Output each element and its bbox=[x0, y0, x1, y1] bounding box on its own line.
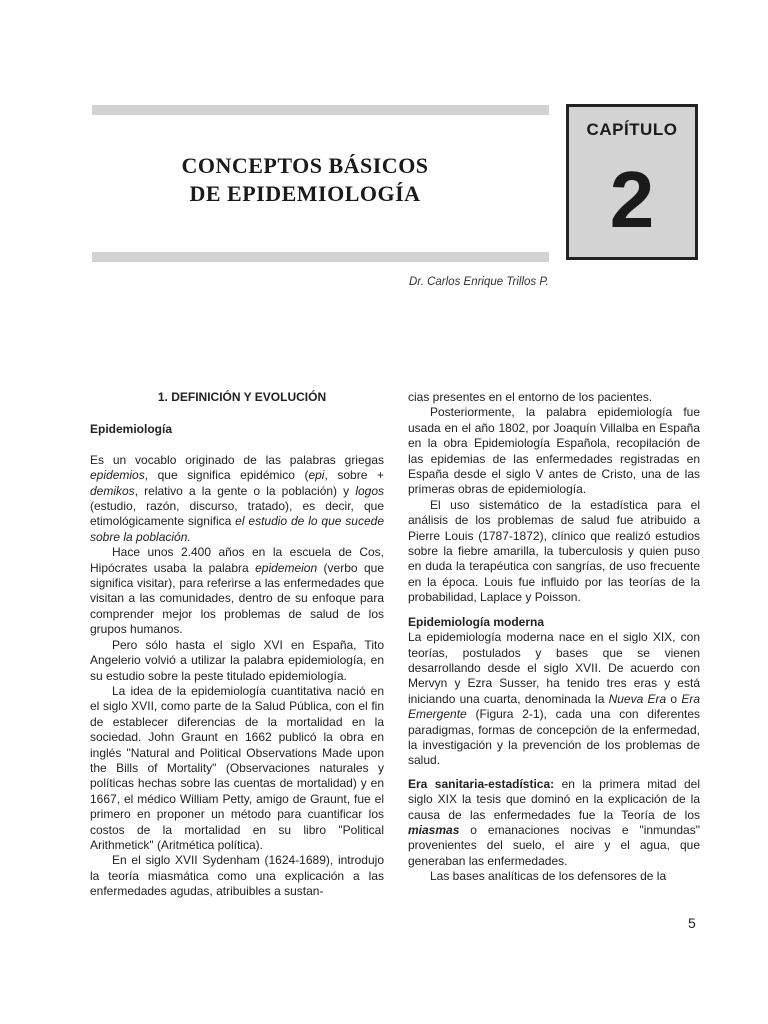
spacer bbox=[408, 606, 700, 615]
paragraph: cias presentes en el entorno de los pacientes. bbox=[408, 390, 653, 404]
paragraph: Era sanitaria-estadística: en la primera mitad del siglo XIX la tesis que dominó en la explicación de la causa de las enfermedades fue la Teoría de los miasmas o emanaciones nocivas e "inmundas" provenientes del suelo, el aire y el agua, que generaban las enfermedades. bbox=[408, 776, 700, 868]
paragraph: En el siglo XVII Sydenham (1624-1689), introdujo la teoría miasmática como una explicación a las enfermedades agudas, atribuibles a sustan- bbox=[90, 853, 384, 899]
header-rule-top bbox=[92, 105, 549, 115]
paragraph: Las bases analíticas de los defensores de la bbox=[430, 869, 667, 884]
paragraph: La idea de la epidemiología cuantitativa nació en el siglo XVII, como parte de la Salud Pública, con el fin de establecer diferencias de la mortalidad en la sociedad. John Graunt en 1662 publicó la obra en inglés "Natural and Political Observations Made upon the Bills of Mortality" (Observaciones naturales y políticas hechas sobre las cuentas de mortalidad) y en 1667, el médico William Petty, amigo de Graunt, fue el primero en proponer un método para cuantificar los costos de la mortalidad en su libro "Political Arithmetick" (Aritmética política). bbox=[90, 683, 384, 852]
subheading-epidemiologia-moderna: Epidemiología moderna bbox=[408, 614, 545, 629]
left-column bbox=[90, 390, 384, 900]
subheading-epidemiologia: Epidemiología bbox=[90, 422, 173, 437]
paragraph: El uso sistemático de la estadística para el análisis de los problemas de salud fue atribuido a Pierre Louis (1787-1872), clínico que realizó estudios sobre la fiebre amarilla, la tuberculosis y quien puso en duda la terapéutica con sangrías, de uso frecuente en la época. Louis fue influido por las teorías de la probabilidad, Laplace y Poisson. bbox=[408, 497, 700, 605]
chapter-title bbox=[150, 152, 460, 208]
section-heading: 1. DEFINICIÓN Y EVOLUCIÓN bbox=[157, 390, 327, 404]
paragraph: Posteriormente, la palabra epidemiología fue usada en el año 1802, por Joaquín Villalba en España en la obra Epidemiología Española, recopilación de las epidemias de las enfermedades registradas en España desde el siglo V antes de Cristo, una de las primeras obras de epidemiología. bbox=[408, 405, 700, 497]
paragraph: Pero sólo hasta el siglo XVI en España, Tito Angelerio volvió a utilizar la palabra epidemiología, en su estudio sobre la peste titulado epidemiología. bbox=[90, 637, 384, 683]
page-number: 5 bbox=[688, 915, 696, 931]
chapter-number: 2 bbox=[609, 155, 655, 244]
chapter-title-line-2: DE EPIDEMIOLOGÍA bbox=[189, 181, 421, 206]
spacer bbox=[408, 769, 700, 777]
header-rule-bottom bbox=[92, 252, 549, 262]
chapter-box bbox=[566, 104, 698, 260]
chapter-title-line-1: CONCEPTOS BÁSICOS bbox=[181, 153, 429, 178]
chapter-label: CAPÍTULO bbox=[586, 120, 678, 139]
right-column bbox=[408, 390, 700, 885]
paragraph: La epidemiología moderna nace en el siglo XIX, con teorías, postulados y bases que se vienen desarrollando desde el siglo XVII. De acuerdo con Mervyn y Ezra Susser, ha tenido tres eras y está iniciando una cuarta, denominada la Nueva Era o Era Emergente (Figura 2-1), cada una con diferentes paradigmas, formas de concepción de la enfermedad, la investigación y la prevención de los problemas de salud. bbox=[408, 630, 700, 768]
paragraph: Es un vocablo originado de las palabras griegas epidemios, que significa epidémico (epi, sobre + demikos, relativo a la gente o la población) y logos (estudio, razón, discurso, tratado), es decir, que etimológicamente significa el estudio de lo que sucede sobre la población. bbox=[90, 452, 385, 544]
paragraph: Hace unos 2.400 años en la escuela de Cos, Hipócrates usaba la palabra epidemeion (verbo que significa visitar), para referirse a las enfermedades que visitan a las comunidades, dentro de su enfoque para comprender mejor los problemas de salud de los grupos humanos. bbox=[90, 545, 385, 637]
author-name: Dr. Carlos Enrique Trillos P. bbox=[409, 276, 549, 288]
